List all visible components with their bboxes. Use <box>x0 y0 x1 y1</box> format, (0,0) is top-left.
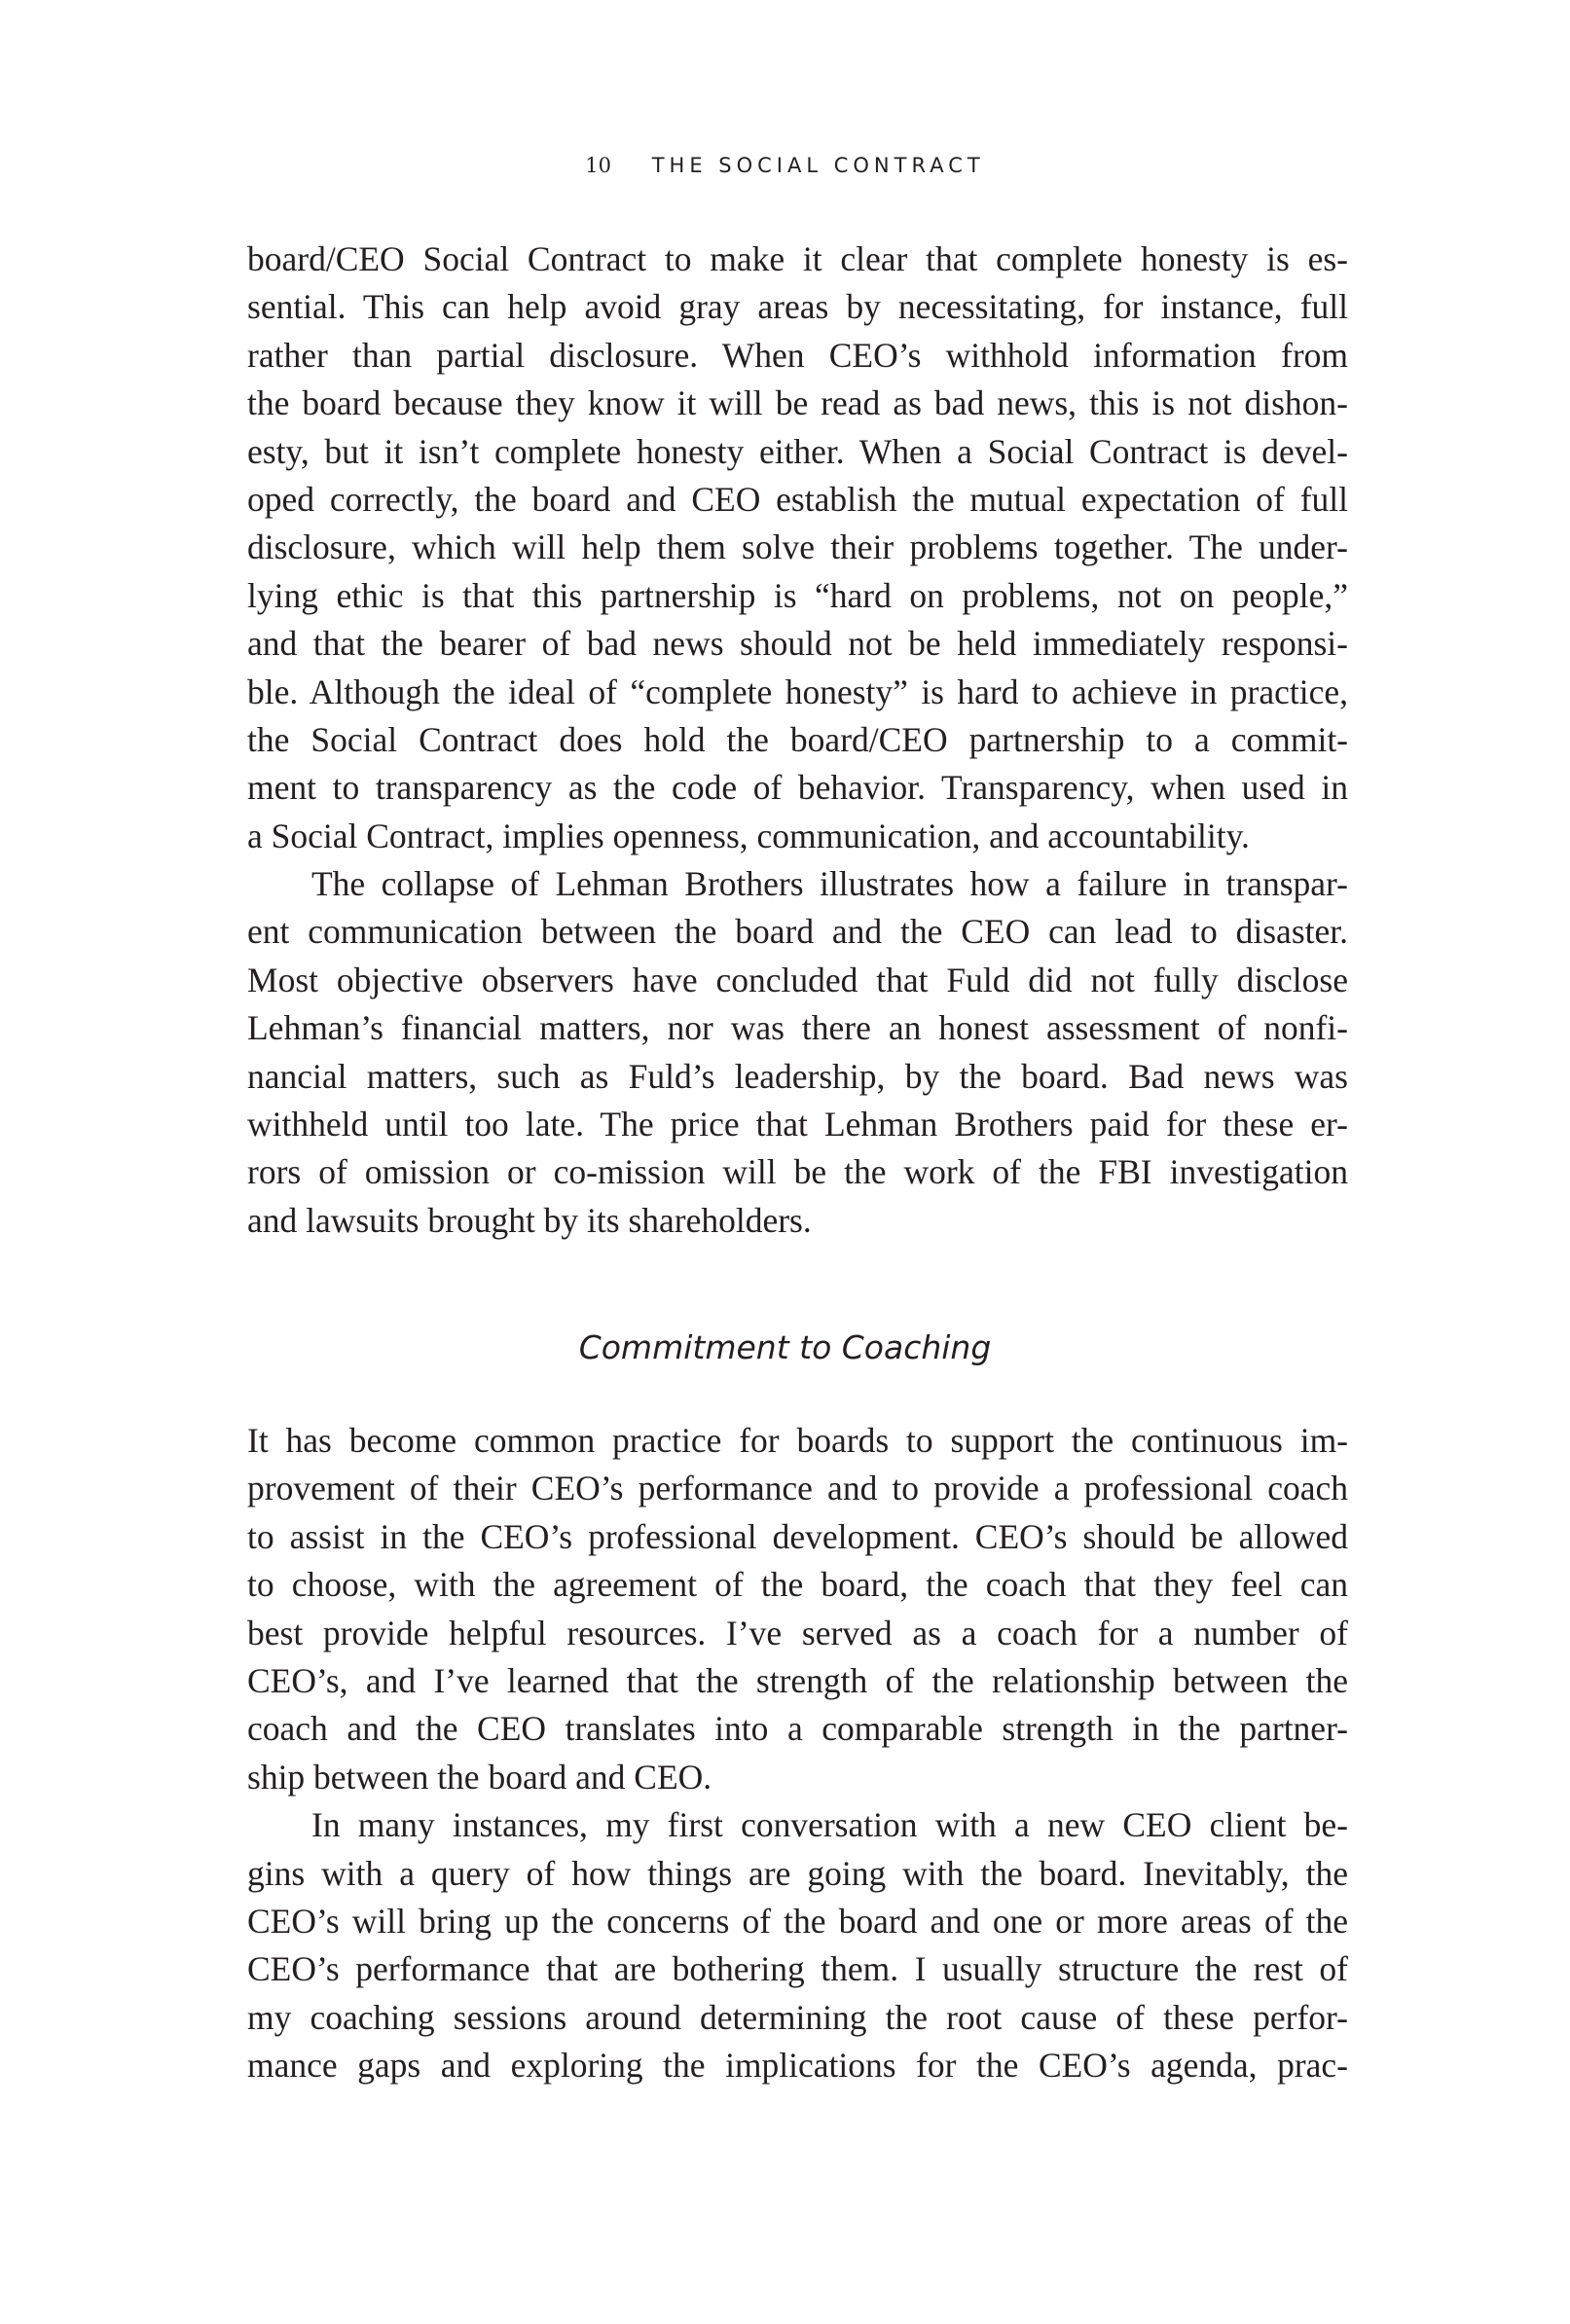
text-line: mance gaps and exploring the implications for the CEO’s agenda, prac- <box>247 2046 1348 2086</box>
text-line: ship between the board and CEO. <box>247 1757 712 1797</box>
text-line: CEO’s will bring up the concerns of the board and one or more areas of the <box>247 1901 1348 1941</box>
section-heading: Commitment to Coaching <box>578 1328 992 1366</box>
text-line: Most objective observers have concluded that Fuld did not fully disclose <box>247 960 1348 999</box>
body-text-section-1 <box>247 236 1348 1245</box>
text-line: CEO’s, and I’ve learned that the strength of the relationship between the <box>247 1660 1348 1700</box>
text-line: In many instances, my first conversation with a new CEO client be- <box>311 1805 1348 1845</box>
text-line: provement of their CEO’s performance and to provide a professional coach <box>247 1469 1348 1508</box>
paragraph <box>247 1417 1348 1801</box>
running-header <box>0 154 1570 177</box>
text-line: ble. Although the ideal of “complete honesty” is hard to achieve in practice, <box>247 672 1348 711</box>
text-line: oped correctly, the board and CEO establish the mutual expectation of full <box>247 479 1348 519</box>
text-line: best provide helpful resources. I’ve served as a coach for a number of <box>247 1613 1348 1652</box>
paragraph <box>247 236 1348 860</box>
text-line: esty, but it isn’t complete honesty either. When a Social Contract is devel- <box>247 431 1348 471</box>
text-line: and that the bearer of bad news should not be held immediately responsi- <box>247 624 1348 664</box>
text-line: The collapse of Lehman Brothers illustrates how a failure in transpar- <box>311 864 1348 904</box>
text-line: to assist in the CEO’s professional development. CEO’s should be allowed <box>247 1516 1348 1556</box>
text-line: gins with a query of how things are going with the board. Inevitably, the <box>247 1853 1348 1893</box>
text-line: rors of omission or co-mission will be the work of the FBI investigation <box>247 1152 1348 1192</box>
text-line: It has become common practice for boards to support the continuous im- <box>247 1421 1348 1460</box>
paragraph <box>247 860 1348 1245</box>
text-line: coach and the CEO translates into a comparable strength in the partner- <box>247 1709 1348 1749</box>
text-line: rather than partial disclosure. When CEO’s withhold information from <box>247 335 1348 375</box>
text-line: to choose, with the agreement of the board, the coach that they feel can <box>247 1565 1348 1605</box>
text-line: withheld until too late. The price that Lehman Brothers paid for these er- <box>247 1105 1348 1144</box>
paragraph <box>247 1801 1348 2089</box>
text-line: Lehman’s financial matters, nor was there an honest assessment of nonfi- <box>247 1008 1348 1048</box>
text-line: my coaching sessions around determining the root cause of these perfor- <box>247 1997 1348 2037</box>
text-line: lying ethic is that this partnership is “hard on problems, not on people,” <box>247 575 1348 615</box>
text-line: and lawsuits brought by its shareholders. <box>247 1200 812 1240</box>
text-line: the board because they know it will be read as bad news, this is not dishon- <box>247 383 1348 423</box>
text-line: sential. This can help avoid gray areas by necessitating, for instance, full <box>247 287 1348 327</box>
running-title: THE SOCIAL CONTRACT <box>651 154 985 177</box>
text-line: disclosure, which will help them solve their problems together. The under- <box>247 527 1348 567</box>
text-line: nancial matters, such as Fuld’s leadership, by the board. Bad news was <box>247 1056 1348 1096</box>
text-line: ment to transparency as the code of behavior. Transparency, when used in <box>247 768 1348 808</box>
text-line: board/CEO Social Contract to make it clear that complete honesty is es- <box>247 239 1348 278</box>
text-line: ent communication between the board and the CEO can lead to disaster. <box>247 912 1348 952</box>
text-line: CEO’s performance that are bothering them. I usually structure the rest of <box>247 1949 1348 1989</box>
text-line: a Social Contract, implies openness, communication, and accountability. <box>247 816 1250 855</box>
body-text-section-2 <box>247 1417 1348 2089</box>
page-number: 10 <box>585 154 612 177</box>
text-line: the Social Contract does hold the board/CEO partnership to a commit- <box>247 719 1348 759</box>
